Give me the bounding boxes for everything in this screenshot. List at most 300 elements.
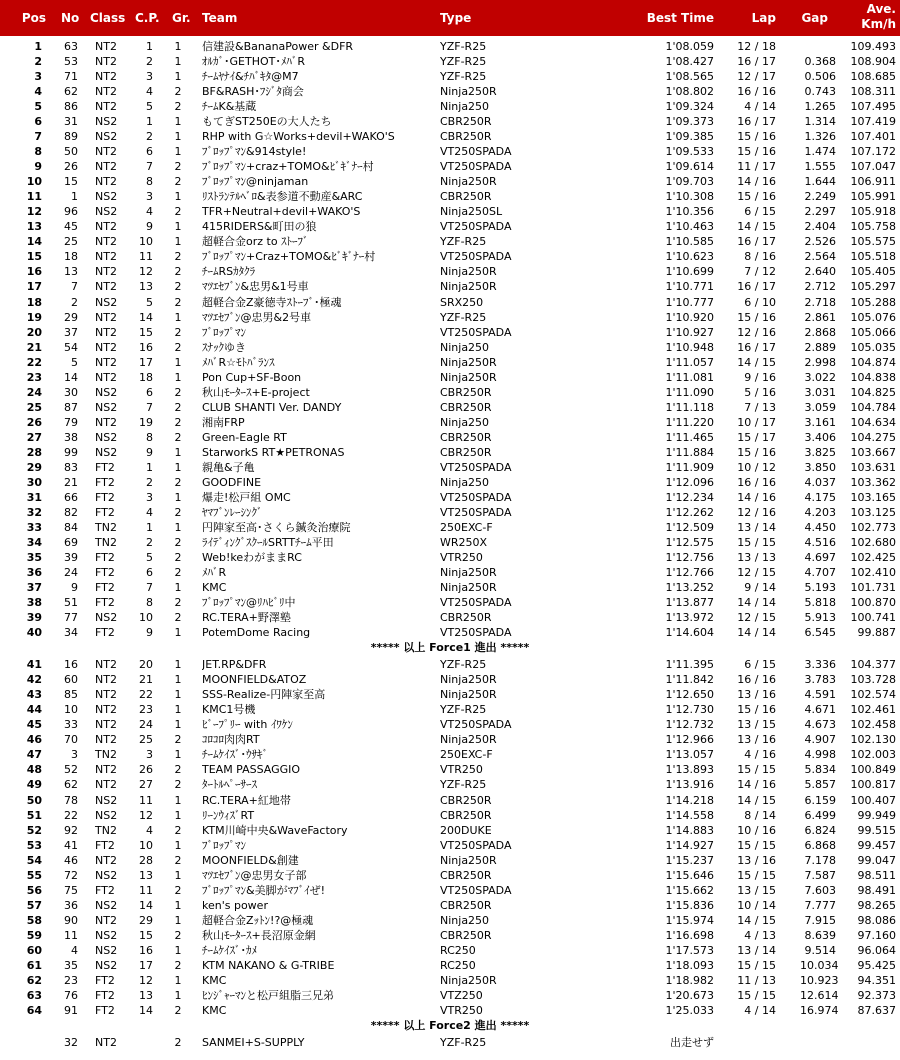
pos-cell: 11 — [26, 190, 42, 204]
no-cell: 11 — [64, 928, 78, 942]
table-row — [0, 340, 900, 355]
pos-cell: 60 — [26, 943, 42, 957]
ave-cell: 109.493 — [850, 40, 896, 53]
gr-cell: 2 — [174, 430, 182, 444]
no-cell: 38 — [64, 430, 78, 444]
team-cell: ﾁｰﾑRSｶﾀｸﾗ — [202, 265, 256, 279]
no-cell: 83 — [64, 460, 78, 474]
ave-cell: 104.874 — [850, 355, 896, 369]
no-cell: 3 — [71, 748, 78, 762]
best-time-cell: 1'15.237 — [665, 853, 714, 867]
gap-cell: 7.915 — [804, 913, 836, 927]
table-row — [0, 1035, 900, 1050]
ave-cell: 104.377 — [850, 658, 896, 672]
ave-cell: 94.351 — [857, 973, 896, 987]
team-cell: ﾌﾞﾛｯﾌﾟﾏﾝ — [202, 325, 246, 339]
cp-cell: 8 — [146, 596, 153, 610]
type-cell: VT250SPADA — [440, 160, 512, 174]
best-time-cell: 1'13.893 — [665, 763, 714, 777]
lap-cell: 9 / 14 — [744, 581, 776, 595]
team-cell: ﾒﾊﾞR☆ﾓﾄﾊﾞﾗﾝｽ — [202, 355, 275, 369]
class-cell: FT2 — [95, 551, 115, 565]
pos-cell: 30 — [26, 475, 42, 489]
type-cell: Ninja250R — [440, 265, 497, 279]
best-time-cell: 1'13.057 — [665, 748, 714, 762]
type-cell: 200DUKE — [440, 823, 492, 837]
pos-cell: 57 — [26, 898, 42, 912]
cp-cell: 6 — [146, 385, 153, 399]
pos-cell: 2 — [34, 55, 42, 69]
ave-cell: 97.160 — [857, 928, 896, 942]
cp-cell: 11 — [139, 883, 153, 897]
cp-cell: 8 — [146, 175, 153, 189]
gr-cell: 2 — [174, 551, 182, 565]
gr-cell: 1 — [174, 688, 182, 702]
no-cell: 39 — [64, 551, 78, 565]
class-cell: NT2 — [95, 853, 117, 867]
team-cell: KMC — [202, 581, 227, 595]
gap-cell: 2.640 — [804, 265, 836, 279]
cp-cell: 27 — [139, 778, 153, 792]
cp-cell: 8 — [146, 430, 153, 444]
cp-cell: 16 — [139, 943, 153, 957]
best-time-cell: 1'10.356 — [665, 205, 714, 219]
best-time-cell: 1'15.662 — [665, 883, 714, 897]
gap-cell: 6.159 — [804, 793, 836, 807]
no-cell: 45 — [64, 220, 78, 234]
header-lap: Lap — [751, 11, 776, 25]
team-cell: ﾌﾞﾛｯﾌﾟﾏﾝ@ninjaman — [202, 175, 309, 189]
gr-cell: 1 — [174, 748, 182, 762]
no-cell: 2 — [71, 295, 78, 309]
cp-cell: 28 — [139, 853, 153, 867]
team-cell: KMC1号機 — [202, 703, 256, 717]
type-cell: YZF-R25 — [440, 235, 487, 249]
gap-cell: 1.555 — [804, 160, 836, 174]
class-cell: TN2 — [95, 748, 117, 762]
gr-cell: 1 — [174, 355, 182, 369]
type-cell: CBR250R — [440, 130, 492, 144]
class-cell: TN2 — [95, 520, 117, 534]
gr-cell: 2 — [174, 778, 182, 792]
team-cell: SANMEI+S-SUPPLY — [202, 1035, 305, 1049]
no-cell: 34 — [64, 626, 78, 640]
gap-cell: 6.499 — [804, 808, 836, 822]
type-cell: Ninja250R — [440, 355, 497, 369]
pos-cell: 46 — [26, 733, 42, 747]
header-cp: C.P. — [135, 11, 160, 25]
pos-cell: 29 — [26, 460, 42, 474]
gap-cell: 6.824 — [804, 823, 836, 837]
ave-cell: 103.631 — [850, 460, 896, 474]
no-cell: 36 — [64, 898, 78, 912]
cp-cell: 3 — [146, 70, 153, 84]
gr-cell: 1 — [174, 973, 182, 987]
cp-cell: 19 — [139, 415, 153, 429]
ave-cell: 100.741 — [850, 611, 896, 625]
team-cell: CLUB SHANTI Ver. DANDY — [202, 400, 342, 414]
pos-cell: 14 — [26, 235, 42, 249]
type-cell: CBR250R — [440, 400, 492, 414]
pos-cell: 35 — [26, 551, 42, 565]
pos-cell: 32 — [26, 505, 42, 519]
class-cell: NS2 — [95, 400, 118, 414]
class-cell: FT2 — [95, 460, 115, 474]
gr-cell: 2 — [174, 763, 182, 777]
pos-cell: 8 — [34, 145, 42, 159]
gr-cell: 2 — [174, 175, 182, 189]
no-cell: 84 — [64, 520, 78, 534]
best-time-cell: 1'08.565 — [665, 70, 714, 84]
best-time-cell: 1'11.884 — [665, 445, 714, 459]
class-cell: NT2 — [95, 40, 117, 53]
no-cell: 1 — [71, 190, 78, 204]
type-cell: Ninja250R — [440, 853, 497, 867]
lap-cell: 6 / 10 — [744, 295, 776, 309]
team-cell: ﾌﾞﾛｯﾌﾟﾏﾝ — [202, 838, 246, 852]
pos-cell: 50 — [26, 793, 42, 807]
class-cell: NT2 — [95, 220, 117, 234]
cp-cell: 15 — [139, 325, 153, 339]
ave-cell: 106.911 — [850, 175, 896, 189]
no-cell: 54 — [64, 340, 78, 354]
type-cell: CBR250R — [440, 445, 492, 459]
team-cell: ﾁｰﾑｹｲｽﾞ･ｳｻｷﾞ — [202, 748, 268, 762]
cp-cell: 22 — [139, 688, 153, 702]
lap-cell: 14 / 15 — [737, 220, 776, 234]
best-time-cell: 1'14.604 — [665, 626, 714, 640]
ave-cell: 98.511 — [857, 868, 896, 882]
team-cell: 親亀&子亀 — [202, 460, 255, 474]
pos-cell: 22 — [26, 355, 42, 369]
type-cell: RC250 — [440, 958, 476, 972]
class-cell: NT2 — [95, 340, 117, 354]
table-row — [0, 520, 900, 535]
gap-cell: 1.644 — [804, 175, 836, 189]
lap-cell: 15 / 16 — [737, 703, 776, 717]
cp-cell: 10 — [139, 611, 153, 625]
class-cell: TN2 — [95, 535, 117, 549]
pos-cell: 27 — [26, 430, 42, 444]
no-cell: 30 — [64, 385, 78, 399]
class-cell: NT2 — [95, 370, 117, 384]
ave-cell: 99.515 — [857, 823, 896, 837]
lap-cell: 4 / 13 — [744, 928, 776, 942]
table-row — [0, 672, 900, 687]
best-time-cell: 1'14.218 — [665, 793, 714, 807]
cp-cell: 6 — [146, 145, 153, 159]
pos-cell: 5 — [34, 100, 42, 114]
team-cell: ﾌﾞﾛｯﾌﾟﾏﾝ&914style! — [202, 145, 307, 159]
class-cell: NS2 — [95, 958, 118, 972]
no-cell: 85 — [64, 688, 78, 702]
pos-cell: 20 — [26, 325, 42, 339]
pos-cell: 1 — [34, 40, 42, 53]
lap-cell: 15 / 15 — [737, 958, 776, 972]
lap-cell: 15 / 16 — [737, 145, 776, 159]
cp-cell: 14 — [139, 1003, 153, 1017]
gap-cell: 1.474 — [804, 145, 836, 159]
team-cell: ﾌﾞﾛｯﾌﾟﾏﾝ@ﾘﾊﾋﾞﾘ中 — [202, 596, 296, 610]
table-row — [0, 129, 900, 144]
class-cell: NT2 — [95, 250, 117, 264]
no-cell: 82 — [64, 505, 78, 519]
table-row — [0, 385, 900, 400]
gr-cell: 2 — [174, 250, 182, 264]
gr-cell: 2 — [174, 280, 182, 294]
team-cell: 超軽合金Z豪徳寺ｽﾄｰﾌﾞ･極魂 — [202, 295, 342, 309]
pos-cell: 64 — [26, 1003, 42, 1017]
best-time-cell: 1'08.802 — [665, 85, 714, 99]
lap-cell: 10 / 14 — [737, 898, 776, 912]
table-row — [0, 249, 900, 264]
table-row — [0, 415, 900, 430]
class-cell: NT2 — [95, 55, 117, 69]
class-cell: NS2 — [95, 898, 118, 912]
no-cell: 22 — [64, 808, 78, 822]
no-cell: 18 — [64, 250, 78, 264]
cp-cell: 1 — [146, 115, 153, 129]
lap-cell: 10 / 16 — [737, 823, 776, 837]
best-time-cell: 1'11.090 — [665, 385, 714, 399]
team-cell: ﾁｰﾑｹｲｽﾞ･ｶﾒ — [202, 943, 257, 957]
class-cell: FT2 — [95, 505, 115, 519]
lap-cell: 15 / 16 — [737, 445, 776, 459]
gr-cell: 2 — [174, 160, 182, 174]
ave-cell: 105.066 — [850, 325, 896, 339]
lap-cell: 15 / 15 — [737, 535, 776, 549]
ave-cell: 102.130 — [850, 733, 896, 747]
table-row — [0, 400, 900, 415]
type-cell: VT250SPADA — [440, 718, 512, 732]
no-cell: 87 — [64, 400, 78, 414]
best-time-cell: 1'11.465 — [665, 430, 714, 444]
team-cell: JET.RP&DFR — [202, 658, 267, 672]
no-cell: 32 — [64, 1035, 78, 1049]
best-time-cell: 1'14.927 — [665, 838, 714, 852]
team-cell: ﾌﾞﾛｯﾌﾟﾏﾝ+craz+TOMO&ﾋﾞｷﾞﾅｰ村 — [202, 160, 374, 174]
gap-cell: 4.697 — [804, 551, 836, 565]
team-cell: Pon Cup+SF-Boon — [202, 370, 302, 384]
type-cell: Ninja250R — [440, 370, 497, 384]
table-row — [0, 219, 900, 234]
class-cell: NT2 — [95, 265, 117, 279]
best-time-cell: 1'09.703 — [665, 175, 714, 189]
no-cell: 86 — [64, 100, 78, 114]
cp-cell: 3 — [146, 490, 153, 504]
lap-cell: 11 / 13 — [737, 973, 776, 987]
gap-cell: 3.825 — [804, 445, 836, 459]
class-cell: NT2 — [95, 100, 117, 114]
best-time-cell: 1'10.308 — [665, 190, 714, 204]
lap-cell: 8 / 14 — [744, 808, 776, 822]
type-cell: VT250SPADA — [440, 596, 512, 610]
type-cell: Ninja250SL — [440, 205, 503, 219]
gr-cell: 1 — [174, 130, 182, 144]
team-cell: RC.TERA+紅地帯 — [202, 793, 291, 807]
ave-cell: 87.637 — [857, 1003, 896, 1017]
gap-cell: 4.707 — [804, 566, 836, 580]
table-row — [0, 490, 900, 505]
table-row — [0, 355, 900, 370]
pos-cell: 62 — [26, 973, 42, 987]
class-cell: NS2 — [95, 943, 118, 957]
cp-cell: 17 — [139, 355, 153, 369]
no-cell: 15 — [64, 175, 78, 189]
class-cell: NS2 — [95, 430, 118, 444]
cp-cell: 5 — [146, 551, 153, 565]
header-gap: Gap — [801, 11, 828, 25]
lap-cell: 14 / 14 — [737, 596, 776, 610]
cp-cell: 2 — [146, 130, 153, 144]
gr-cell: 2 — [174, 325, 182, 339]
ave-cell: 107.172 — [850, 145, 896, 159]
type-cell: VT250SPADA — [440, 490, 512, 504]
team-cell: 超軽合金Zｯﾄﾝ!?@極魂 — [202, 913, 314, 927]
type-cell: YZF-R25 — [440, 55, 487, 69]
ave-cell: 105.035 — [850, 340, 896, 354]
type-cell: Ninja250R — [440, 733, 497, 747]
lap-cell: 14 / 15 — [737, 355, 776, 369]
team-cell: もてぎST250Eの大人たち — [202, 115, 332, 129]
gap-cell: 3.031 — [804, 385, 836, 399]
lap-cell: 6 / 15 — [744, 658, 776, 672]
lap-cell: 13 / 14 — [737, 943, 776, 957]
lap-cell: 15 / 17 — [737, 430, 776, 444]
cp-cell: 2 — [146, 535, 153, 549]
best-time-cell: 1'08.427 — [665, 55, 714, 69]
ave-cell: 100.849 — [850, 763, 896, 777]
pos-cell: 23 — [26, 370, 42, 384]
type-cell: Ninja250R — [440, 973, 497, 987]
pos-cell: 13 — [26, 220, 42, 234]
gr-cell: 2 — [174, 611, 182, 625]
class-cell: NS2 — [95, 611, 118, 625]
cp-cell: 26 — [139, 763, 153, 777]
type-cell: Ninja250 — [440, 475, 490, 489]
gr-cell: 2 — [174, 295, 182, 309]
header-type: Type — [440, 11, 472, 25]
gr-cell: 1 — [174, 490, 182, 504]
lap-cell: 4 / 14 — [744, 1003, 776, 1017]
table-row — [0, 657, 900, 672]
ave-cell: 99.457 — [857, 838, 896, 852]
ave-cell: 105.575 — [850, 235, 896, 249]
best-time-cell: 1'11.842 — [665, 673, 714, 687]
class-cell: NT2 — [95, 415, 117, 429]
lap-cell: 16 / 17 — [737, 340, 776, 354]
gr-cell: 1 — [174, 445, 182, 459]
header-best-time: Best Time — [646, 11, 714, 25]
no-cell: 66 — [64, 490, 78, 504]
lap-cell: 16 / 17 — [737, 280, 776, 294]
gap-cell: 4.203 — [804, 505, 836, 519]
gap-cell: 3.022 — [804, 370, 836, 384]
best-time-cell: 1'09.385 — [665, 130, 714, 144]
lap-cell: 14 / 16 — [737, 778, 776, 792]
gr-cell: 1 — [174, 520, 182, 534]
table-row — [0, 370, 900, 385]
ave-cell: 105.288 — [850, 295, 896, 309]
table-header — [0, 0, 900, 36]
best-time-cell: 1'25.033 — [665, 1003, 714, 1017]
pos-cell: 34 — [26, 535, 42, 549]
best-time-cell: 1'11.909 — [665, 460, 714, 474]
gr-cell: 1 — [174, 868, 182, 882]
no-cell: 79 — [64, 415, 78, 429]
ave-cell: 98.265 — [857, 898, 896, 912]
team-cell: ﾏﾂｴｾﾌﾞﾝ@忠男&2号車 — [202, 310, 312, 324]
best-time-cell: 1'14.883 — [665, 823, 714, 837]
qualification-separator: ***** 以上 Force2 進出 ***** — [370, 1018, 530, 1032]
table-row — [0, 1003, 900, 1018]
no-cell: 72 — [64, 868, 78, 882]
class-cell: NT2 — [95, 310, 117, 324]
no-cell: 33 — [64, 718, 78, 732]
no-cell: 69 — [64, 535, 78, 549]
lap-cell: 15 / 15 — [737, 868, 776, 882]
team-cell: RHP with G☆Works+devil+WAKO'S — [202, 130, 395, 144]
lap-cell: 14 / 15 — [737, 793, 776, 807]
type-cell: Ninja250R — [440, 85, 497, 99]
gr-cell: 1 — [174, 898, 182, 912]
best-time-cell: 1'11.220 — [665, 415, 714, 429]
class-cell: NS2 — [95, 385, 118, 399]
gap-cell: 3.850 — [804, 460, 836, 474]
gap-cell: 5.193 — [804, 581, 836, 595]
cp-cell: 13 — [139, 988, 153, 1002]
best-time-cell: 1'13.972 — [665, 611, 714, 625]
class-cell: NT2 — [95, 85, 117, 99]
type-cell: VT250SPADA — [440, 505, 512, 519]
table-row — [0, 159, 900, 174]
lap-cell: 15 / 15 — [737, 838, 776, 852]
type-cell: YZF-R25 — [440, 658, 487, 672]
pos-cell: 19 — [26, 310, 42, 324]
best-time-cell: 1'12.756 — [665, 551, 714, 565]
gr-cell: 1 — [174, 913, 182, 927]
best-time-cell: 1'10.771 — [665, 280, 714, 294]
ave-cell: 108.685 — [850, 70, 896, 84]
cp-cell: 7 — [146, 160, 153, 174]
team-cell: KTM川崎中央&WaveFactory — [202, 823, 348, 837]
cp-cell: 5 — [146, 295, 153, 309]
no-cell: 76 — [64, 988, 78, 1002]
no-cell: 99 — [64, 445, 78, 459]
pos-cell: 28 — [26, 445, 42, 459]
type-cell: Ninja250 — [440, 913, 490, 927]
header-ave-line2: Km/h — [861, 17, 896, 31]
team-cell: MOONFIELD&ATOZ — [202, 673, 307, 687]
ave-cell: 104.275 — [850, 430, 896, 444]
gr-cell: 2 — [174, 85, 182, 99]
gr-cell: 1 — [174, 626, 182, 640]
gap-cell: 4.175 — [804, 490, 836, 504]
qualification-separator: ***** 以上 Force1 進出 ***** — [370, 641, 530, 655]
class-cell: NS2 — [95, 793, 118, 807]
best-time-cell: 1'20.673 — [665, 988, 714, 1002]
gr-cell: 1 — [174, 370, 182, 384]
header-pos: Pos — [21, 11, 46, 25]
table-row — [0, 84, 900, 99]
table-row — [0, 580, 900, 595]
lap-cell: 7 / 13 — [744, 400, 776, 414]
table-row — [0, 808, 900, 823]
gap-cell: 0.506 — [804, 70, 836, 84]
gap-cell: 2.889 — [804, 340, 836, 354]
gr-cell: 2 — [174, 596, 182, 610]
no-cell: 16 — [64, 658, 78, 672]
